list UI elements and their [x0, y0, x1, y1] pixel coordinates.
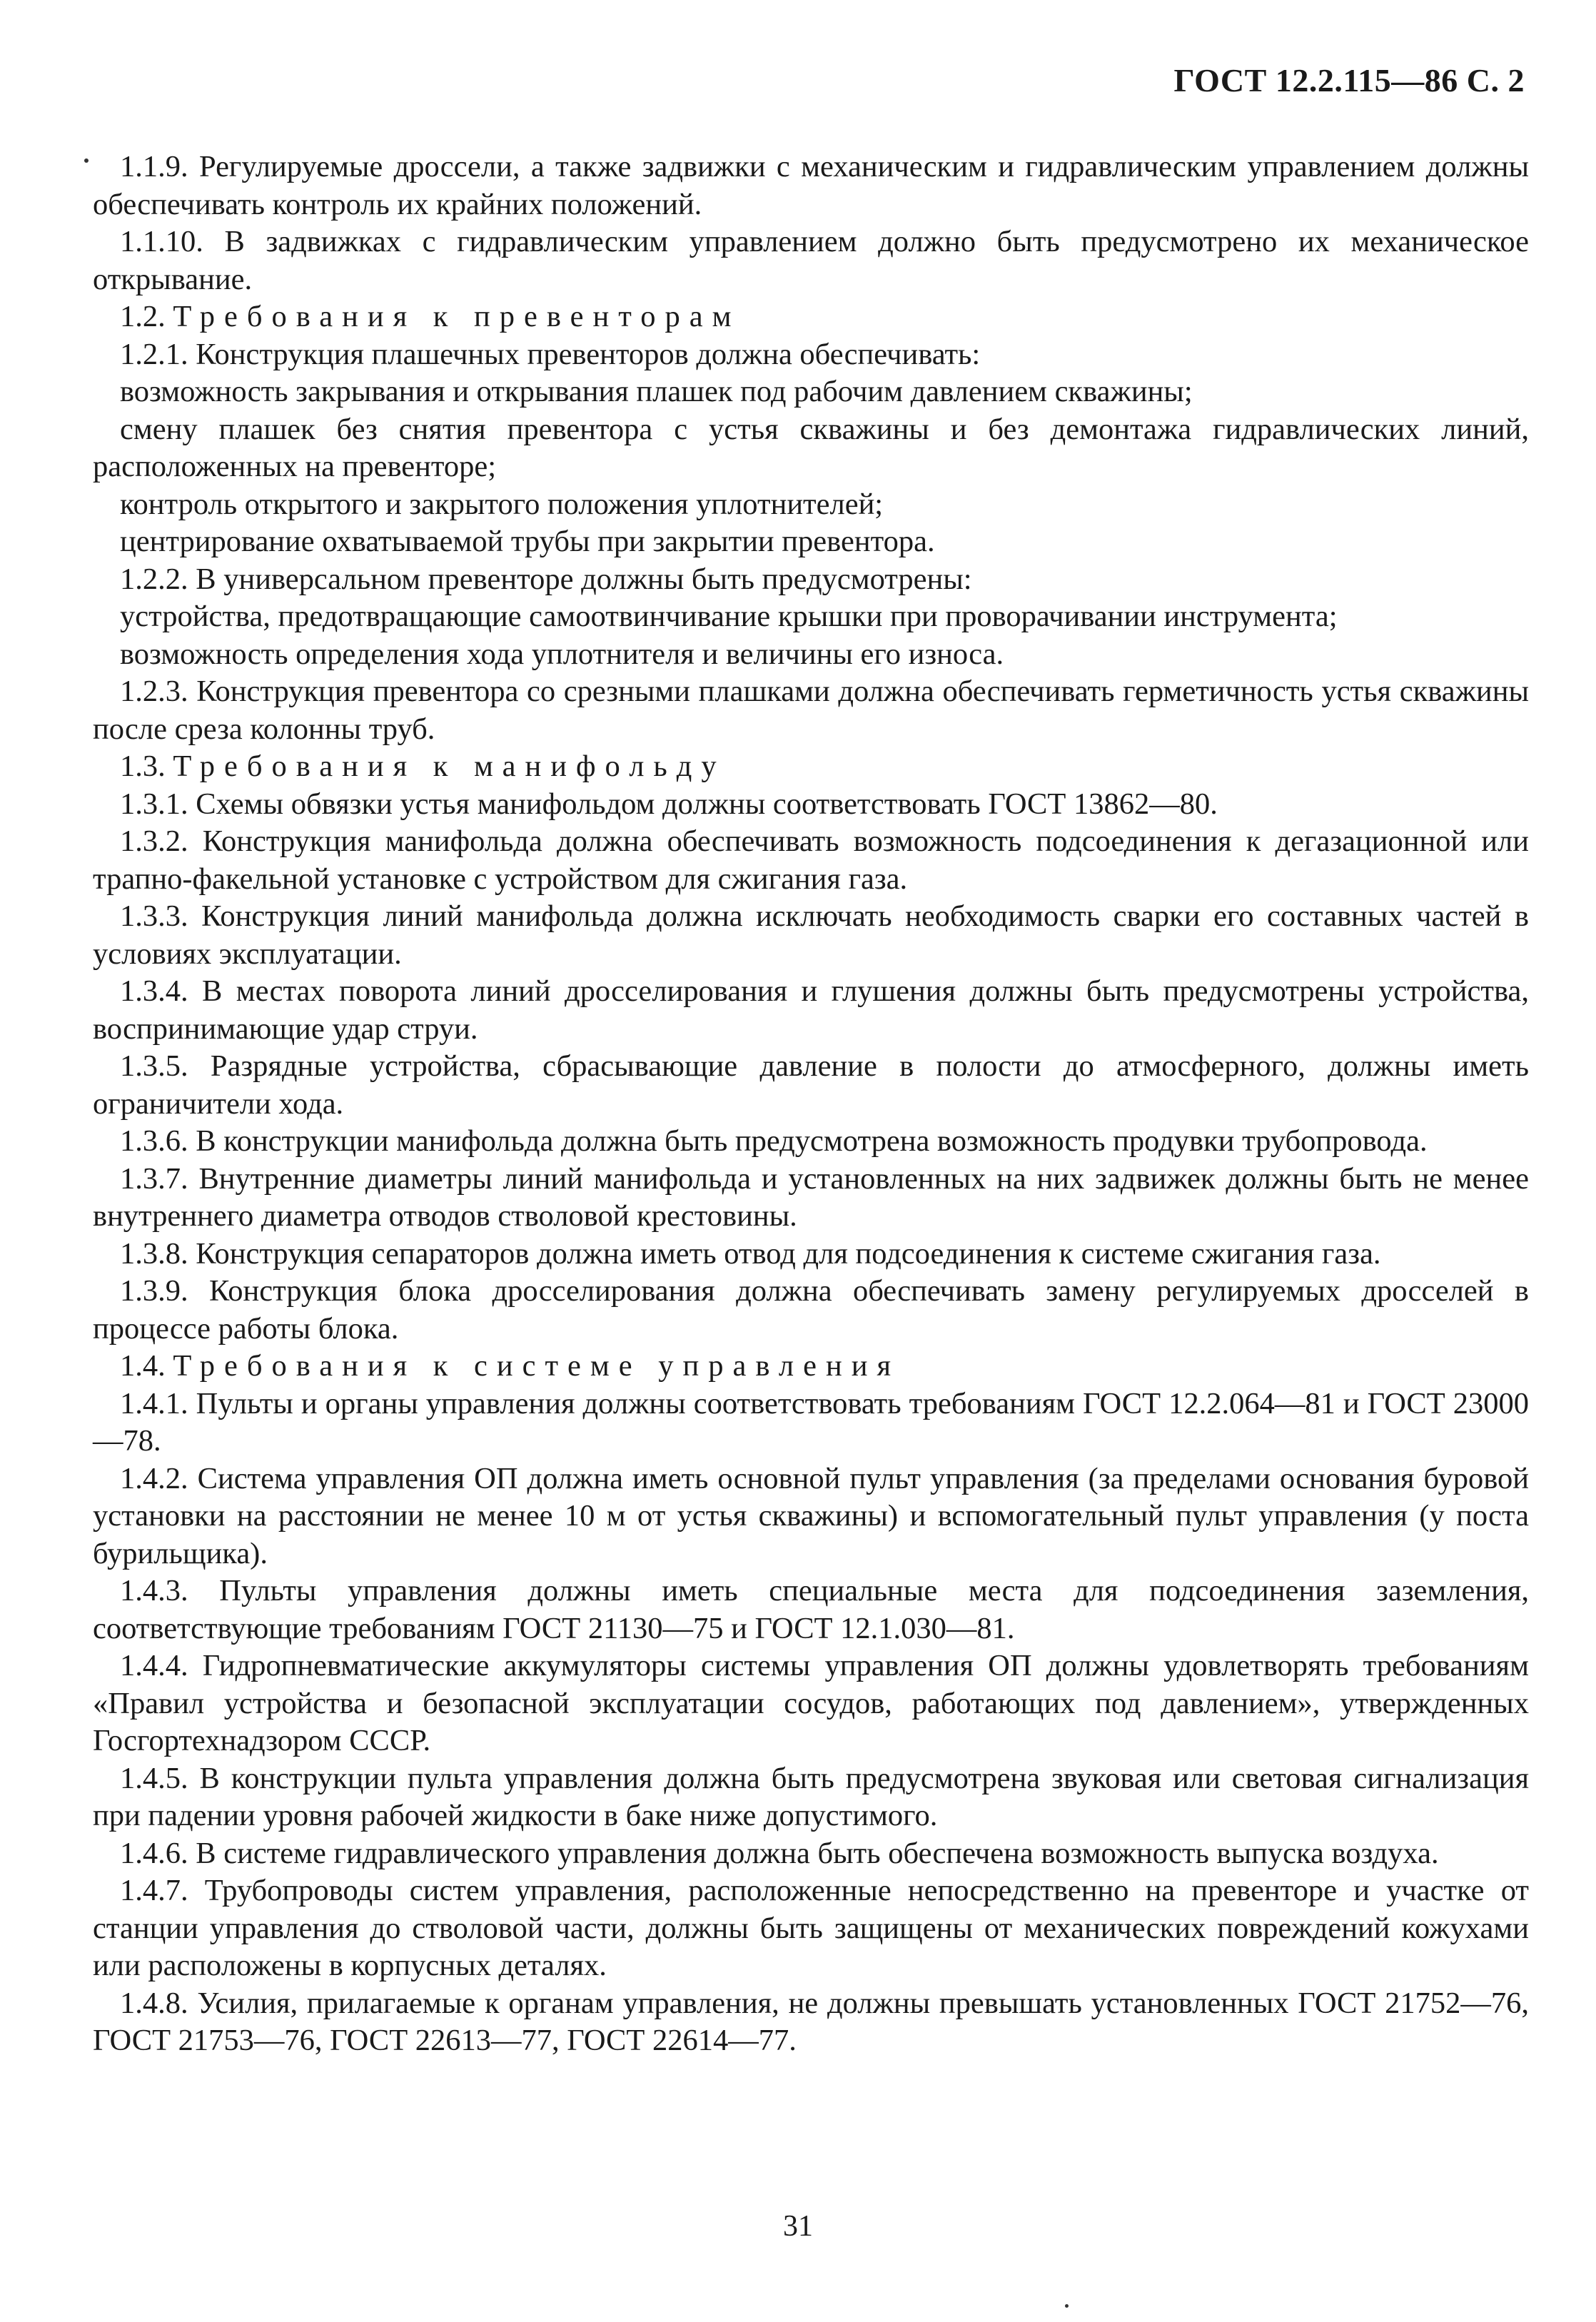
- clause-1-3-7: 1.3.7. Внутренние диаметры линий манифольда и установленных на них задвижек должны быть не менее внутреннего диаметра отводов стволовой крестовины.: [93, 1161, 1529, 1233]
- section-heading-1-3: [93, 748, 1529, 786]
- clause-1-4-4: 1.4.4. Гидропневматические аккумуляторы системы управления ОП должны удовлетворять требованиям «Правил устройства и безопасной эксплуатации сосудов, работающих под давлением», утвержденных Госгортехнадзором СССР.: [93, 1649, 1529, 1757]
- clause-1-3-5: 1.3.5. Разрядные устройства, сбрасывающие давление в полости до атмосферного, должны иметь ограничители хода.: [93, 1049, 1529, 1121]
- section-number: 1.4.: [120, 1349, 166, 1383]
- scan-speck-decoration: [84, 158, 89, 163]
- clause-1-4-2: 1.4.2. Система управления ОП должна иметь основной пульт управления (за пределами основания буровой установки на расстоянии не менее 10 м от устья скважины) и вспомогательный пульт управления (у поста бурильщика).: [93, 1461, 1529, 1570]
- clause-1-4-3: 1.4.3. Пульты управления должны иметь специальные места для подсоединения заземления, соответствующие требованиям ГОСТ 21130—75 и ГОСТ 12.1.030—81.: [93, 1574, 1529, 1645]
- section-title: Требования к превенторам: [173, 300, 741, 333]
- list-item: устройства, предотвращающие самоотвинчивание крышки при проворачивании инструмента;: [120, 600, 1338, 633]
- clause-1-2-1: 1.2.1. Конструкция плашечных превенторов должна обеспечивать:: [120, 337, 981, 371]
- list-item: возможность закрывания и открывания плашек под рабочим давлением скважины;: [120, 375, 1193, 408]
- clause-1-2-2: 1.2.2. В универсальном превенторе должны быть предусмотрены:: [120, 562, 972, 596]
- clause-1-1-9: 1.1.9. Регулируемые дроссели, а также задвижки с механическим и гидравлическим управлением должны обеспечивать контроль их крайних положений.: [93, 150, 1529, 221]
- clause-1-4-7: 1.4.7. Трубопроводы систем управления, расположенные непосредственно на превенторе и участке от станции управления до стволовой части, должны быть защищены от механических повреждений кожухами или расположены в корпусных деталях.: [93, 1874, 1529, 1982]
- clause-1-2-3: 1.2.3. Конструкция превентора со срезными плашками должна обеспечивать герметичность устья скважины после среза колонны труб.: [93, 675, 1529, 746]
- section-heading-1-4: [93, 1348, 1529, 1385]
- clause-1-3-2: 1.3.2. Конструкция манифольда должна обеспечивать возможность подсоединения к дегазационной или трапно-факельной установке с устройством для сжигания газа.: [93, 824, 1529, 896]
- running-header: ГОСТ 12.2.115—86 С. 2: [1173, 62, 1525, 99]
- section-title: Требования к системе управления: [173, 1349, 901, 1383]
- clause-1-3-8: 1.3.8. Конструкция сепараторов должна иметь отвод для подсоединения к системе сжигания газа.: [120, 1236, 1381, 1271]
- document-body: [93, 148, 1529, 2060]
- clause-1-4-5: 1.4.5. В конструкции пульта управления должна быть предусмотрена звуковая или световая сигнализация при падении уровня рабочей жидкости в баке ниже допустимого.: [93, 1761, 1529, 1832]
- section-number: 1.3.: [120, 749, 166, 783]
- section-title: Требования к манифольду: [173, 749, 726, 783]
- clause-1-3-6: 1.3.6. В конструкции манифольда должна быть предусмотрена возможность продувки трубопровода.: [120, 1124, 1428, 1158]
- clause-1-4-1: 1.4.1. Пульты и органы управления должны соответствовать требованиям ГОСТ 12.2.064—81 и ГОСТ 23000—78.: [93, 1386, 1529, 1458]
- page-number: 31: [783, 2210, 813, 2243]
- list-item: контроль открытого и закрытого положения уплотнителей;: [120, 487, 884, 521]
- list-item: смену плашек без снятия превентора с устья скважины и без демонтажа гидравлических линий, расположенных на превенторе;: [93, 412, 1529, 483]
- clause-1-3-3: 1.3.3. Конструкция линий манифольда должна исключать необходимость сварки его составных частей в условиях эксплуатации.: [93, 899, 1529, 971]
- clause-1-3-9: 1.3.9. Конструкция блока дросселирования должна обеспечивать замену регулируемых дросселей в процессе работы блока.: [93, 1274, 1529, 1346]
- section-heading-1-2: [93, 298, 1529, 336]
- clause-1-4-6: 1.4.6. В системе гидравлического управления должна быть обеспечена возможность выпуска воздуха.: [120, 1836, 1439, 1870]
- clause-1-3-4: 1.3.4. В местах поворота линий дросселирования и глушения должны быть предусмотрены устройства, воспринимающие удар струи.: [93, 974, 1529, 1046]
- clause-1-1-10: 1.1.10. В задвижках с гидравлическим управлением должно быть предусмотрено их механическое открывание.: [93, 225, 1529, 296]
- section-number: 1.2.: [120, 300, 166, 333]
- clause-1-3-1: 1.3.1. Схемы обвязки устья манифольдом должны соответствовать ГОСТ 13862—80.: [120, 787, 1218, 821]
- clause-1-4-8: 1.4.8. Усилия, прилагаемые к органам управления, не должны превышать установленных ГОСТ 21752—76, ГОСТ 21753—76, ГОСТ 22613—77, ГОСТ 22614—77.: [93, 1986, 1529, 2057]
- list-item: центрирование охватываемой трубы при закрытии превентора.: [120, 525, 935, 558]
- list-item: возможность определения хода уплотнителя и величины его износа.: [120, 637, 1004, 671]
- scan-speck-decoration: [1065, 2304, 1069, 2308]
